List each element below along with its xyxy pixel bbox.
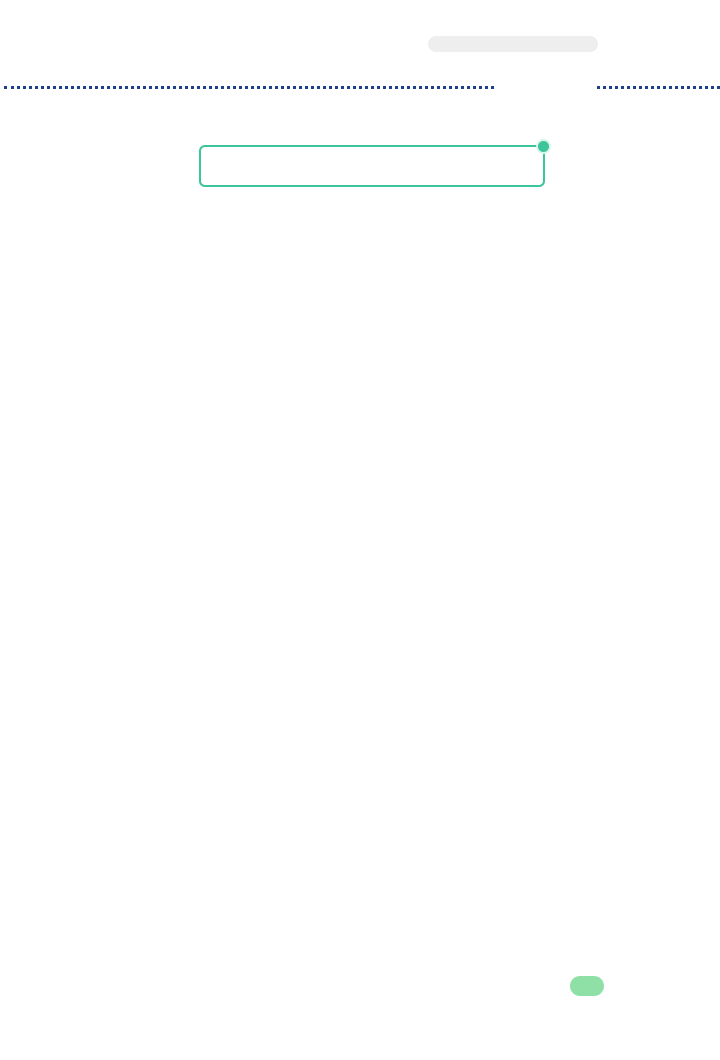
- title-box: [199, 145, 545, 187]
- header-dotted-rule: [4, 86, 494, 89]
- header-dotted-rule-right: [597, 86, 720, 89]
- title-corner-dot: [536, 139, 551, 154]
- watermark-blur: [428, 36, 598, 52]
- page-number: [570, 976, 604, 996]
